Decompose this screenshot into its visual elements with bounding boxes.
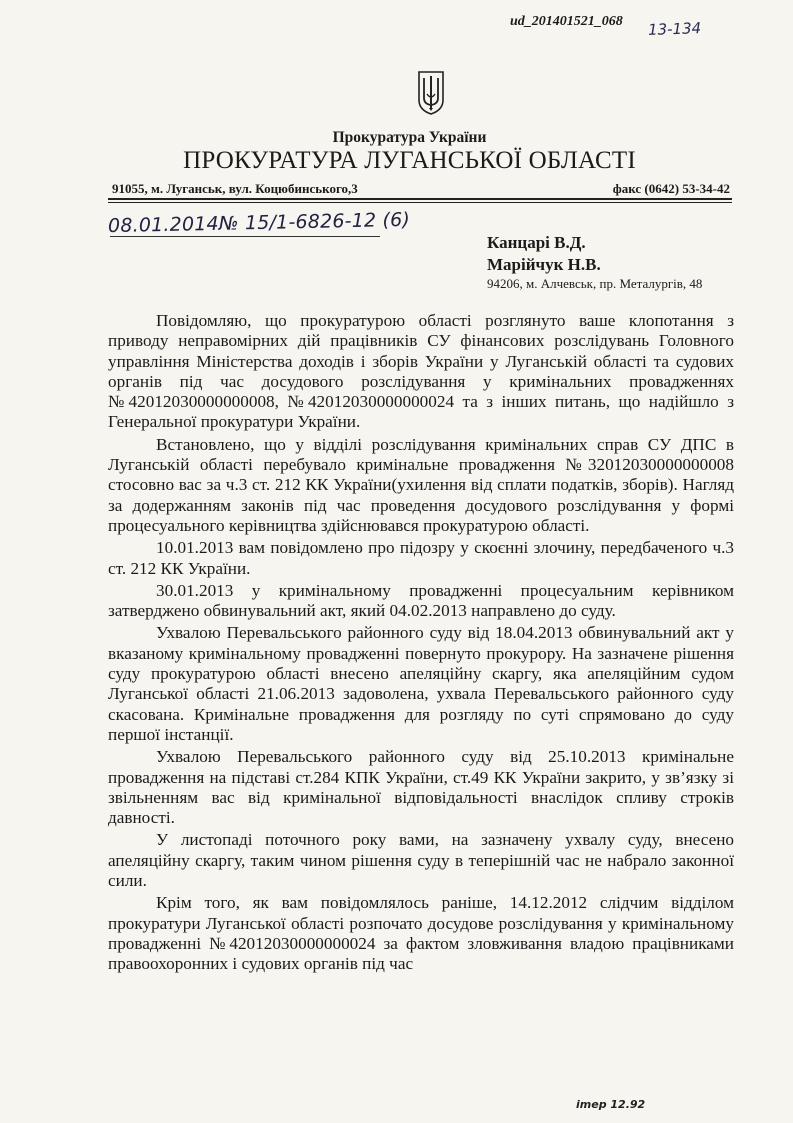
recipient-name-2: Марійчук Н.В.	[487, 255, 601, 274]
paragraph: Встановлено, що у відділі розслідування кримінальних справ СУ ДПС в Луганській області перебувало кримінальне провадження №32012030000000008 стосовно вас за ч.3 ст. 212 КК України(ухилення від сплати податків, зборів). Нагляд за додержанням законів під час проведення досудового розслідування у формі процесуального керівництва здійснювався прокуратурою області.	[108, 434, 734, 535]
paragraph: Повідомляю, що прокуратурою області розглянуто ваше клопотання з приводу неправомірних дій працівників СУ фінансових розслідувань Головного управління Міністерства доходів і зборів України у Луганській області та судових органів під час досудового розслідування у кримінальних провадженнях №42012030000000008, №42012030000000024 та з інших питань, що надійшло з Генеральної прокуратури України.	[108, 311, 734, 432]
recipient-address: 94206, м. Алчевськ, пр. Металургів, 48	[487, 276, 703, 291]
paragraph: Ухвалою Перевальського районного суду від 18.04.2013 обвинувальний акт у вказаному кримінальному провадженні повернуто прокурору. На зазначене рішення суду прокуратурою області внесено апеляційну скаргу, яка апеляційним судом Луганської області 21.06.2013 задоволена, ухвала Перевальського районного суду скасована. Кримінальне провадження для розгляду по суті спрямовано до суду першої інстанції.	[108, 623, 734, 744]
org-main-title: ПРОКУРАТУРА ЛУГАНСЬКОЇ ОБЛАСТІ	[183, 147, 636, 174]
registration-number: 08.01.2014№ 15/1-6826-12 (6)	[107, 208, 411, 238]
recipient-block	[487, 232, 601, 276]
org-fax: факс (0642) 53-34-42	[612, 181, 730, 196]
paragraph: Ухвалою Перевальського районного суду від 25.10.2013 кримінальне провадження на підставі ст.284 КПК України, ст.49 КК України закрито, у зв’язку зі звільненням вас від кримінальної відповідальності внаслідок спливу строків давності.	[108, 747, 734, 828]
recipient-name-1: Канцарі В.Д.	[487, 233, 586, 252]
paragraph: Крім того, як вам повідомлялось раніше, 14.12.2012 слідчим відділом прокуратури Луганської області розпочато досудове розслідування у кримінальному провадженні №42012030000000024 за фактом зловживання владою працівниками правоохоронних і судових органів під час	[108, 893, 734, 974]
document-id: ud_201401521_068	[510, 14, 623, 29]
org-top: Прокуратура України	[332, 129, 487, 146]
org-address: 91055, м. Луганськ, вул. Коцюбинського,3	[112, 181, 358, 196]
handwritten-number: 13-134	[647, 19, 702, 39]
trident-emblem-icon	[416, 68, 446, 116]
paragraph: 30.01.2013 у кримінальному провадженні процесуальним керівником затверджено обвинувальний акт, який 04.02.2013 направлено до суду.	[108, 580, 734, 621]
paragraph: У листопаді поточного року вами, на зазначену ухвалу суду, внесено апеляційну скаргу, таким чином рішення суду в теперішній час не набрало законної сили.	[108, 830, 734, 891]
footer-stamp: imep 12.92	[576, 1098, 646, 1111]
header-rule	[108, 198, 732, 203]
letter-body	[108, 311, 734, 977]
paragraph: 10.01.2013 вам повідомлено про підозру у скоєнні злочину, передбаченого ч.3 ст. 212 КК України.	[108, 538, 734, 578]
registration-underline	[110, 236, 380, 237]
